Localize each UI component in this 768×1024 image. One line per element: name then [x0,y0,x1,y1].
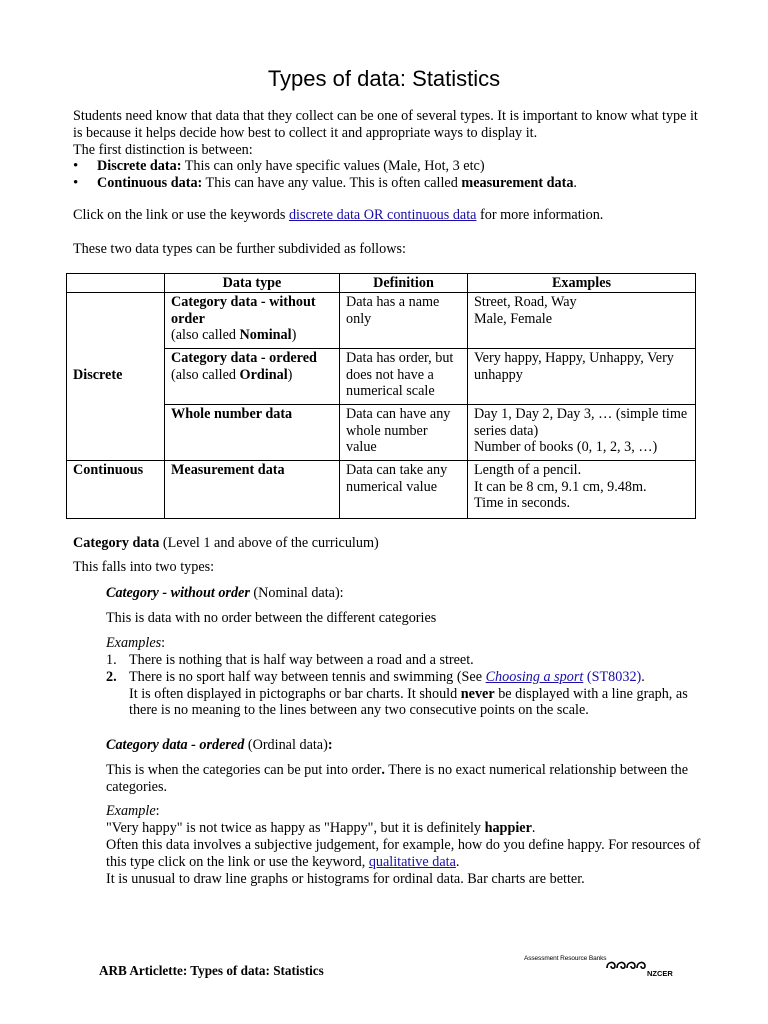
group-continuous: Continuous [67,460,165,518]
type-note-pre: (also called [171,327,240,344]
table-header-row [67,274,696,293]
type-note-post: ) [291,327,297,344]
measurement-data-term: measurement data [461,175,574,192]
list-text-end: . [641,668,645,685]
table-row [67,292,696,348]
example-line: Street, Road, Way [474,293,577,310]
nominal-description: This is data with no order between the different categories [106,609,437,626]
cell-examples [468,292,696,348]
example-colon: : [155,803,160,820]
cell-data-type: Measurement data [165,460,340,518]
example-line: It can be 8 cm, 9.1 cm, 9.48m. [474,478,647,495]
quote-text: "Very happy" is not twice as happy as "Happy", but it is definitely [106,820,485,837]
qualitative-data-link[interactable]: qualitative data [368,853,456,870]
example-line: Day 1, Day 2, Day 3, … (simple time series data) [474,405,688,439]
ordinal-example-label [106,803,706,820]
list-item [106,652,706,669]
nominal-keyword: Nominal [239,327,292,344]
ordinal-heading-rest: (Ordinal data) [244,737,328,753]
nominal-section [106,585,706,651]
never-term: never [460,685,495,702]
example-line: Number of books (0, 1, 2, 3, …) [474,439,658,456]
keywords-paragraph [73,207,703,224]
examples-colon: : [161,634,166,651]
judgement-paragraph [106,837,706,871]
cell-examples [468,460,696,518]
list-number: 1. [106,652,117,668]
list-text: be displayed with a line graph, as there is no meaning to the lines between any two consecutive points on the scale. [129,685,688,719]
examples-label: Examples [106,634,162,651]
discrete-continuous-link[interactable]: discrete data OR continuous data [288,207,477,223]
cell-examples [468,404,696,460]
type-ordinal: Category data - ordered [171,349,317,366]
unusual-line: It is unusual to draw line graphs or histograms for ordinal data. Bar charts are better. [106,870,585,887]
bullet-discrete [73,158,703,175]
keywords-after: for more information. [476,207,604,223]
judgement-end: . [455,853,460,870]
logo-text: Assessment Resource Banks [524,955,607,962]
ordinal-description [106,762,706,796]
bullet-continuous-end: . [573,175,577,192]
nominal-heading-term: Category - without order [106,585,250,601]
nominal-heading [106,585,706,602]
keywords-before: Click on the link or use the keywords [73,207,289,223]
example-line: Time in seconds. [474,495,571,512]
bullet-continuous-text: This can have any value. This is often called [202,175,462,192]
nominal-examples-list [106,652,706,719]
choosing-a-sport-link[interactable]: Choosing a sport [485,668,584,685]
ordinal-desc-pre: This is when the categories can be put into order [106,761,382,778]
spiral-logo-icon [606,957,648,973]
category-data-term: Category data [73,535,160,551]
footer-title: ARB Articlette: Types of data: Statistics [99,963,324,978]
nominal-examples-label [106,635,706,652]
example-line: Male, Female [474,310,553,327]
falls-into-line: This falls into two types: [73,559,215,575]
subdivide-paragraph: These two data types can be further subdivided as follows: [73,241,406,257]
ordinal-desc-dot: . [381,761,385,778]
bullet-continuous-label: Continuous data: [97,175,203,192]
category-data-level: (Level 1 and above of the curriculum) [159,535,379,551]
bullet-discrete-label: Discrete data: [97,158,182,175]
cell-definition: Data can have any whole number value [340,404,468,460]
distinction-line: The first distinction is between: [73,141,253,158]
list-number: 2. [106,668,117,685]
type-note-post: ) [287,366,293,383]
example-label: Example [106,803,156,820]
happy-quote [106,820,706,837]
ordinal-heading-term: Category data - ordered [106,737,245,753]
quote-end: . [531,820,536,837]
table-header-examples: Examples [468,274,696,293]
cell-data-type [165,348,340,404]
table-header-group [67,274,165,293]
bullet-discrete-text: This can only have specific values (Male, Hot, 3 etc) [181,158,485,175]
judgement-text: Often this data involves a subjective judgement, for example, how do you define happy. For resources of this type click on the link or use the keyword, [106,836,701,870]
happier-term: happier [484,820,532,837]
type-nominal: Category data - without order [171,293,316,327]
cell-definition: Data has order, but does not have a numerical scale [340,348,468,404]
ordinal-section [106,737,706,887]
data-types-table [66,273,696,519]
table-header-definition: Definition [340,274,468,293]
intro-section [73,108,703,192]
ordinal-heading-colon: : [327,737,333,753]
category-data-heading [73,535,703,552]
type-note-pre: (also called [171,366,240,383]
table-header-data-type: Data type [165,274,340,293]
group-discrete: Discrete [67,292,165,460]
cell-data-type: Whole number data [165,404,340,460]
list-text: It is often displayed in pictographs or bar charts. It should [129,685,461,702]
logo-org: NZCER [647,969,673,978]
ordinal-keyword: Ordinal [239,366,288,383]
ordinal-heading [106,737,706,754]
st8032-code: (ST8032) [583,668,642,685]
ordinal-desc-post: There is no exact numerical relationship between the categories. [106,761,689,795]
nominal-heading-rest: (Nominal data): [249,585,344,601]
data-type-bullets [73,158,703,192]
cell-examples: Very happy, Happy, Unhappy, Very unhappy [468,348,696,404]
intro-paragraph: Students need know that data that they collect can be one of several types. It is important to know what type it is because it helps decide how best to collect it and appropriate ways to display it. [73,108,698,141]
cell-definition: Data can take any numerical value [340,460,468,518]
list-text: There is nothing that is half way between a road and a street. [129,652,474,668]
page-title: Types of data: Statistics [267,66,501,91]
arb-logo [524,955,674,981]
list-item [106,669,706,719]
example-line: Length of a pencil. [474,461,582,478]
bullet-continuous [73,175,703,192]
cell-data-type [165,292,340,348]
cell-definition: Data has a name only [340,292,468,348]
list-text: There is no sport half way between tennis and swimming (See [129,668,486,685]
table-row [67,460,696,518]
